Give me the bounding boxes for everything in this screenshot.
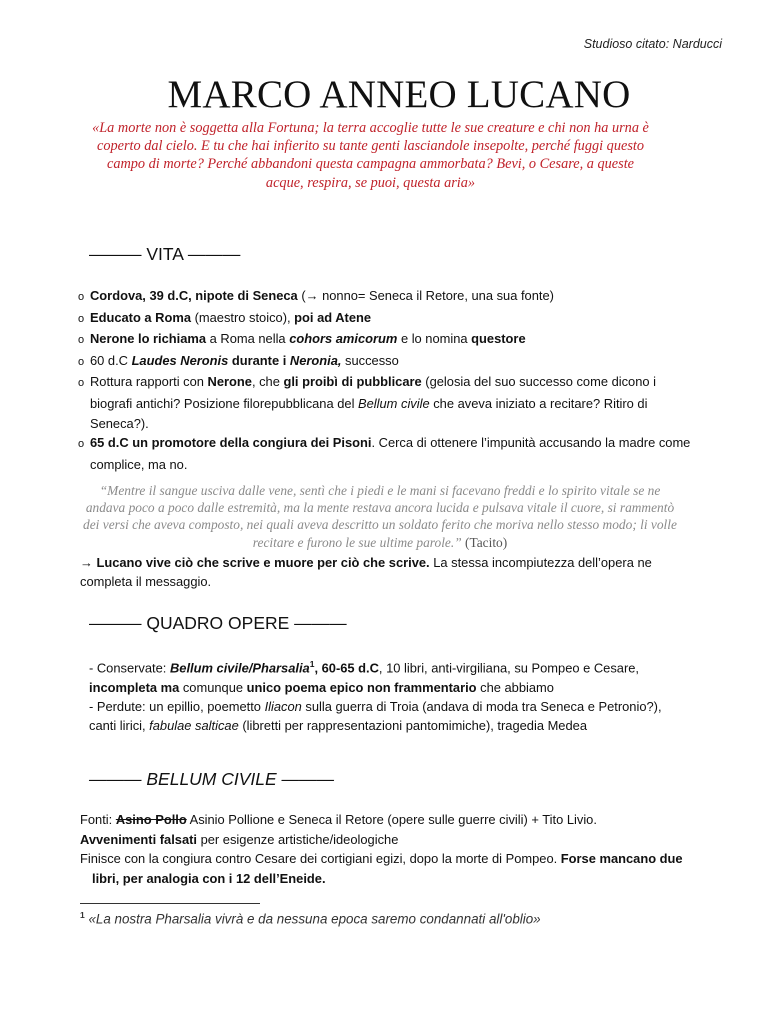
list-item: o Educato a Roma (maestro stoico), poi ad Atene (78, 308, 698, 330)
footnote-ref[interactable]: 1 (309, 659, 315, 669)
ending-line: Finisce con la congiura contro Cesare dei cortigiani egizi, dopo la morte di Pompeo. Forse mancano due libri, per analogia con i 12 dell’Eneide. (80, 851, 683, 886)
page-title: MARCO ANNEO LUCANO (167, 73, 631, 116)
list-item: o Cordova, 39 d.C, nipote di Seneca (→ nonno= Seneca il Retore, una sua fonte) (78, 286, 698, 308)
arrow-icon: → (80, 555, 93, 570)
works-paragraph: - Conservate: Bellum civile/Pharsalia$^1$, 60-65 d.C, 10 libri, anti-virgiliana, su Pompeo e Cesare, incompleta ma comunque unico poema epico non frammentario che abbiamo - Perdute: un epillio, poemetto Iliacon sulla guerra di Troia (andava di moda tra Seneca e Petronio?), canti lirici, fabulae salticae (libretti per rappresentazioni pantomimiche), tragedia Medea (89, 659, 662, 733)
footnote-text: «La nostra Pharsalia vivrà e da nessuna epoca saremo condannati all'oblio» (84, 911, 541, 927)
list-item: o Rottura rapporti con Nerone, che gli proibì di pubblicare (gelosia del suo successo come dicono i biografi antichi? Posizione filorepubblicana del Bellum civile che aveva iniziato a recitare? Ritiro di Seneca?). (78, 372, 698, 433)
falsified-events-line: Avvenimenti falsati per esigenze artistiche/ideologiche (80, 831, 399, 847)
struck-text: Asino Pollo (115, 812, 187, 827)
conclusion-paragraph: → Lucano vive ciò che scrive e muore per ciò che scrive. La stessa incompiutezza dell’opera ne completa il messaggio. (80, 555, 652, 590)
tacitus-quote (80, 482, 680, 551)
sources-line: Fonti: Asino Pollo Asinio Pollione e Seneca il Retore (opere sulle guerre civili) + Tito Livio. (80, 812, 597, 827)
epigraph-quote: «La morte non è soggetta alla Fortuna; la terra accoglie tutte le sue creature e chi non ha urna è coperto dal cielo. E tu che hai infierito su tante genti lasciandole insepolte, perché fuggi questo campo di morte? Perché abbandoni questa campagna ammorbata? Bevi, o Cesare, a queste acque, respira, se puoi, questa aria» (92, 120, 649, 191)
list-item: o 65 d.C un promotore della congiura dei Pisoni. Cerca di ottenere l’impunità accusando la madre come complice, ma no. (78, 433, 698, 474)
quote-text: “Mentre il sangue usciva dalle vene, sentì che i piedi e le mani si facevano freddi e lo spirito vitale se ne andava poco a poco dalle estremità, ma la mente restava ancora lucida e pulsava vitale il cuore, si rammentò dei versi che aveva composto, nei quali aveva descritto un soldato ferito che moriva nello stesso modo; li volle recitare e furono le sue ultime parole.” (83, 483, 677, 550)
vita-bullet-list (78, 286, 698, 474)
section-heading-bellum-civile: ——— BELLUM CIVILE ——— (89, 769, 335, 789)
section-heading-vita: ——— VITA ——— (89, 244, 241, 264)
footnote-divider (80, 903, 260, 904)
bellum-civile-notes (80, 810, 702, 888)
list-item: o Nerone lo richiama a Roma nella cohors amicorum e lo nomina questore (78, 329, 698, 351)
section-heading-opere: ——— QUADRO OPERE ——— (89, 613, 347, 633)
footnote-number: 1 (80, 910, 85, 920)
cited-scholar: Studioso citato: Narducci (583, 37, 722, 51)
arrow-icon: → (305, 288, 319, 303)
quote-source: (Tacito) (465, 534, 508, 550)
footnote (80, 910, 541, 926)
list-item: o 60 d.C Laudes Neronis durante i Neronia, successo (78, 351, 698, 373)
